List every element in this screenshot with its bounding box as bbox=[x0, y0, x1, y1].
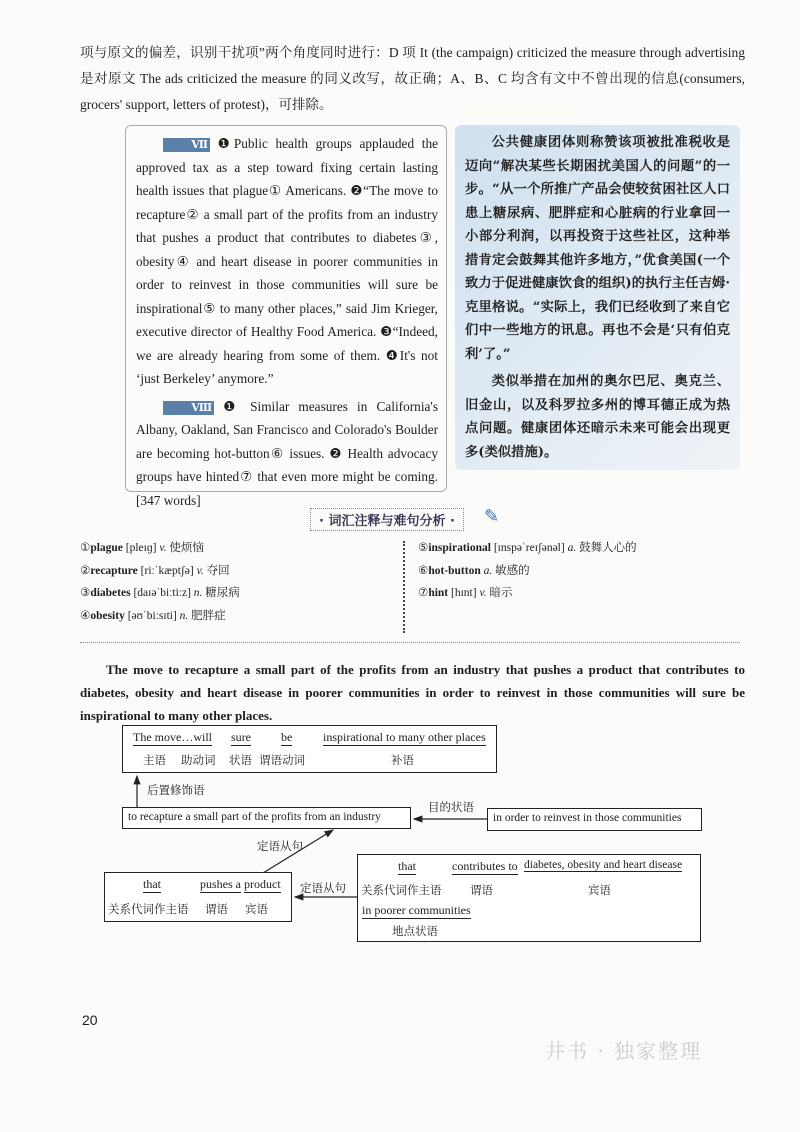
place-adverbial: in poorer communities bbox=[362, 903, 471, 917]
label: 主语 bbox=[143, 753, 166, 767]
vocab-item: ②recapture [riːˈkæptʃə] v. 夺回 bbox=[80, 564, 230, 577]
label: 宾语 bbox=[245, 902, 268, 916]
vocab-item: ⑤inspirational [ɪnspəˈreɪʃənəl] a. 鼓舞人心的 bbox=[418, 542, 637, 554]
infinitive-box: to recapture a small part of the profits from an industry bbox=[122, 807, 411, 829]
label: 助动词 bbox=[181, 753, 216, 767]
object: product bbox=[244, 877, 281, 891]
vocab-item: ③diabetes [daɪəˈbiːtiːz] n. 糖尿病 bbox=[80, 587, 240, 599]
clause-box-1 bbox=[104, 872, 292, 922]
label: 状语 bbox=[229, 753, 252, 767]
intro-paragraph: 项与原文的偏差，识别干扰项”两个角度同时进行：D 项 It (the campaign) criticized the measure through advertising 是对原文 The ads criticized the measure 的同义改写，故正确；A、B、C 均含有文中不曾出现的信息(consumers, grocers' support, letters of protest)，可排除。 bbox=[80, 45, 745, 112]
label: 谓语动词 bbox=[259, 753, 305, 767]
complement: inspirational to many other places bbox=[323, 730, 486, 744]
vocab-item: ⑥hot-button a. 敏感的 bbox=[418, 564, 530, 577]
purpose-box: in order to reinvest in those communities bbox=[487, 808, 702, 831]
clause-box-2 bbox=[357, 854, 701, 942]
relative-pronoun: that bbox=[143, 877, 161, 891]
purpose-label: 目的状语 bbox=[428, 800, 474, 814]
verb: be bbox=[281, 730, 293, 744]
label: 地点状语 bbox=[392, 924, 438, 938]
predicate: pushes a bbox=[200, 877, 241, 891]
relative-pronoun: that bbox=[398, 859, 416, 873]
difficult-sentence: The move to recapture a small part of the profits from an industry that pushes a product that contributes to diabetes, obesity and heart disease in poorer communities in order to reinvest in those communities will sure be inspirational to many other places. bbox=[80, 662, 745, 723]
subject: The move…will bbox=[133, 730, 212, 744]
page-number: 20 bbox=[82, 1012, 98, 1028]
pen-icon: ✎ bbox=[484, 506, 500, 526]
vocab-item: ①plague [pleɪɡ] v. 使烦恼 bbox=[80, 542, 204, 554]
attributive-clause-label: 定语从句 bbox=[300, 881, 346, 895]
translation-paragraph-2: 类似举措在加州的奥尔巴尼、奥克兰、旧金山，以及科罗拉多州的博耳德正成为热点问题。健康团体还暗示未来可能会出现更多(类似措施)。 bbox=[465, 374, 730, 460]
label: 关系代词作主语 bbox=[108, 902, 189, 916]
label: 补语 bbox=[391, 753, 414, 767]
paragraph-number: Ⅷ bbox=[163, 401, 215, 415]
section-title: · 词汇注释与难句分析 · bbox=[310, 508, 464, 531]
vocab-item: ⑦hint [hɪnt] v. 暗示 bbox=[418, 587, 513, 599]
predicate: contributes to bbox=[452, 859, 518, 873]
watermark: 井书 · 独家整理 bbox=[545, 1039, 703, 1063]
vocab-item: ④obesity [əʊˈbiːsɪti] n. 肥胖症 bbox=[80, 609, 226, 622]
postmodifier-label: 后置修饰语 bbox=[147, 783, 205, 797]
adverbial: sure bbox=[231, 730, 251, 744]
label: 关系代词作主语 bbox=[361, 883, 442, 897]
label: 谓语 bbox=[470, 883, 493, 897]
paragraph-8: ❶ Similar measures in California's Albany, Oakland, San Francisco and Colorado's Boulder are becoming hot-button⑥ issues. ❷ Health advocacy groups have hinted⑦ that even more might be coming. [347 words] bbox=[136, 398, 439, 508]
paragraph-number: Ⅶ bbox=[163, 138, 210, 152]
attributive-clause-label: 定语从句 bbox=[257, 839, 303, 853]
label: 宾语 bbox=[588, 883, 611, 897]
label: 谓语 bbox=[205, 902, 228, 916]
main-clause-box bbox=[122, 725, 497, 773]
object: diabetes, obesity and heart disease bbox=[524, 859, 683, 871]
paragraph-7: ❶Public health groups applauded the approved tax as a step toward fixing certain lasting health issues that plague① Americans. ❷“The move to recapture② a small part of the profits from an industry that pushes a product that contributes to diabetes③, obesity④ and heart disease in poorer communities in order to reinvest in those communities will sure be inspirational⑤ to many other places,” said Jim Krieger, executive director of Healthy Food America. ❸“Indeed, we are already hearing from some of them. ❹It's not ‘just Berkeley’ anymore.” bbox=[136, 136, 438, 386]
translation-paragraph-1: 公共健康团体则称赞该项被批准税收是迈向“解决某些长期困扰美国人的问题”的一步。“从一个所推广产品会使较贫困社区人口患上糖尿病、肥胖症和心脏病的行业拿回一小部分利润，以再投资于这些社区，这种举措肯定会鼓舞其他许多地方，”优食美国(一个致力于促进健康饮食的组织)的执行主任吉姆·克里格说。“实际上，我们已经收到了来自它们中一些地方的讯息。再也不会是‘只有伯克利’了。” bbox=[465, 135, 730, 362]
